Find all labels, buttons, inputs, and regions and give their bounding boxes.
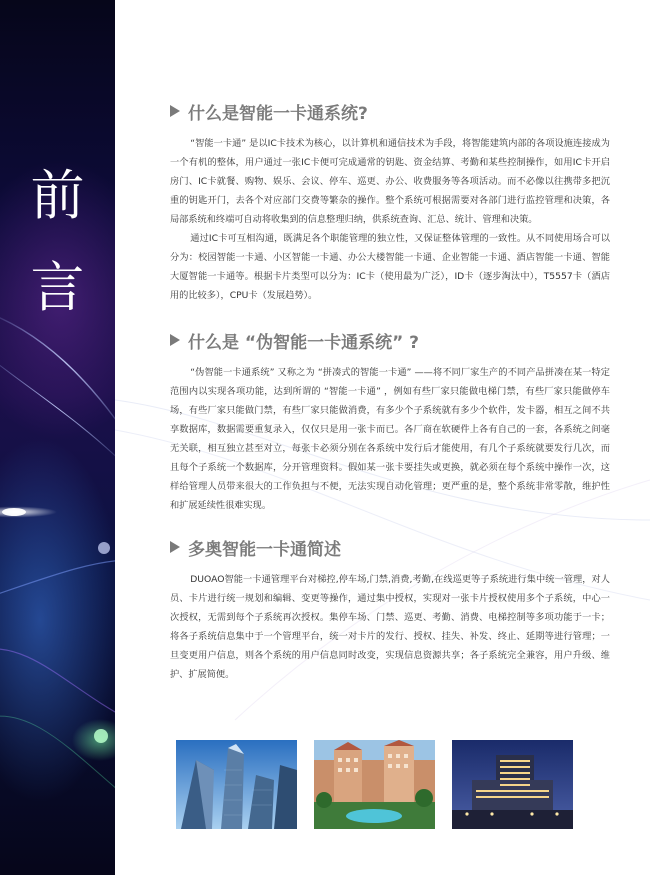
section-paragraph: 通过IC卡可互相沟通，既满足各个职能管理的独立性，又保证整体管理的一致性。从不同使用场合可以分为：校园智能一卡通、小区智能一卡通、办公大楼智能一卡通、企业智能一卡通、酒店智能一卡通、智能大厦智能一卡通等。根据卡片类型可以分为：IC卡（使用最为广泛），ID卡（逐步淘汰中），T5557卡（酒店用的比较多），CPU卡（发展趋势）。 (170, 233, 610, 301)
section-paragraph: “伪智能一卡通系统” 又称之为 “拼凑式的智能一卡通” ——将不同厂家生产的不同产品拼凑在某一特定范围内以实现各项功能，达到所谓的 “智能一卡通” ，例如有些厂家只能做电梯门禁，有些厂家只能做停车场，有些厂家只能做门禁，有些厂家只能做消费，有多少个子系统就有多少个软件，发卡器，相互之间不共享数据库，数据需要重复录入，仅仅只是用一张卡而已。各厂商在软硬件上各有自己的一套，各系统之间毫无关联，相互独立甚至对立，每张卡必须分别在各系统中发行后才能使用，有几个子系统就要发行几次，而且每个子系统一个数据库，分开管理资料。假如某一张卡要挂失或更换，就必须在每个系统中操作一次，这样给管理人员带来很大的工作负担与不便，无法实现自动化管理；更严重的是，整个系统非常零散，维护性和扩展延续性很难实现。 (170, 367, 610, 511)
section-heading (170, 329, 610, 351)
preface-title (20, 150, 95, 334)
section-paragraph: DUOAO智能一卡通管理平台对梯控,停车场,门禁,消费,考勤,在线巡更等子系统进行集中统一管理，对人员、卡片进行统一规划和编辑、变更等操作，通过集中授权，实现对一张卡片授权使用多个子系统，中心一次授权，无需到每个子系统再次授权。集停车场、门禁、巡更、考勤、消费、电梯控制等多项功能于一卡；将各子系统信息集中于一个管理平台，统一对卡片的发行、授权、挂失、补发、终止、延期等进行管理；一旦变更用户信息，则各个系统的用户信息同时改变，实现信息资源共享；各子系统完全兼容，用户升级、维护、扩展简便。 (170, 574, 610, 680)
section-heading (170, 536, 610, 558)
section-duoao-overview (170, 536, 610, 684)
triangle-bullet-icon (170, 105, 180, 117)
preface-title-char-1: 前 (30, 164, 85, 227)
section-what-is-smart-card (170, 100, 610, 305)
preface-title-char-2: 言 (30, 256, 85, 319)
section-heading (170, 100, 610, 122)
triangle-bullet-icon (170, 541, 180, 553)
decorative-side-band (0, 0, 115, 875)
hotel-night-photo (452, 740, 573, 829)
section-heading-text: 什么是 “伪智能一卡通系统” ? (188, 332, 420, 353)
section-heading-text: 什么是智能一卡通系统? (188, 103, 368, 124)
section-heading-text: 多奥智能一卡通简述 (188, 539, 341, 560)
section-pseudo-smart-card (170, 329, 610, 515)
triangle-bullet-icon (170, 334, 180, 346)
photo-strip (176, 740, 574, 830)
skyscraper-photo (176, 740, 297, 829)
light-streaks-graphic (0, 0, 115, 875)
section-paragraph: “智能一卡通” 是以IC卡技术为核心，以计算机和通信技术为手段，将智能建筑内部的各项设施连接成为一个有机的整体，用户通过一张IC卡便可完成通常的钥匙、资金结算、考勤和某些控制操作，如用IC卡开启房门、IC卡就餐、购物、娱乐、会议、停车、巡更、办公、收费服务等各项活动。而不必像以往携带多把沉重的钥匙开门，去各个对应部门交费等繁杂的操作。整个系统可根据需要对各部门进行监控管理和决策，各局部系统和终端可自动将收集到的信息整理归纳，供系统查询、汇总、统计、管理和决策。 (170, 138, 610, 225)
resort-photo (314, 740, 435, 829)
